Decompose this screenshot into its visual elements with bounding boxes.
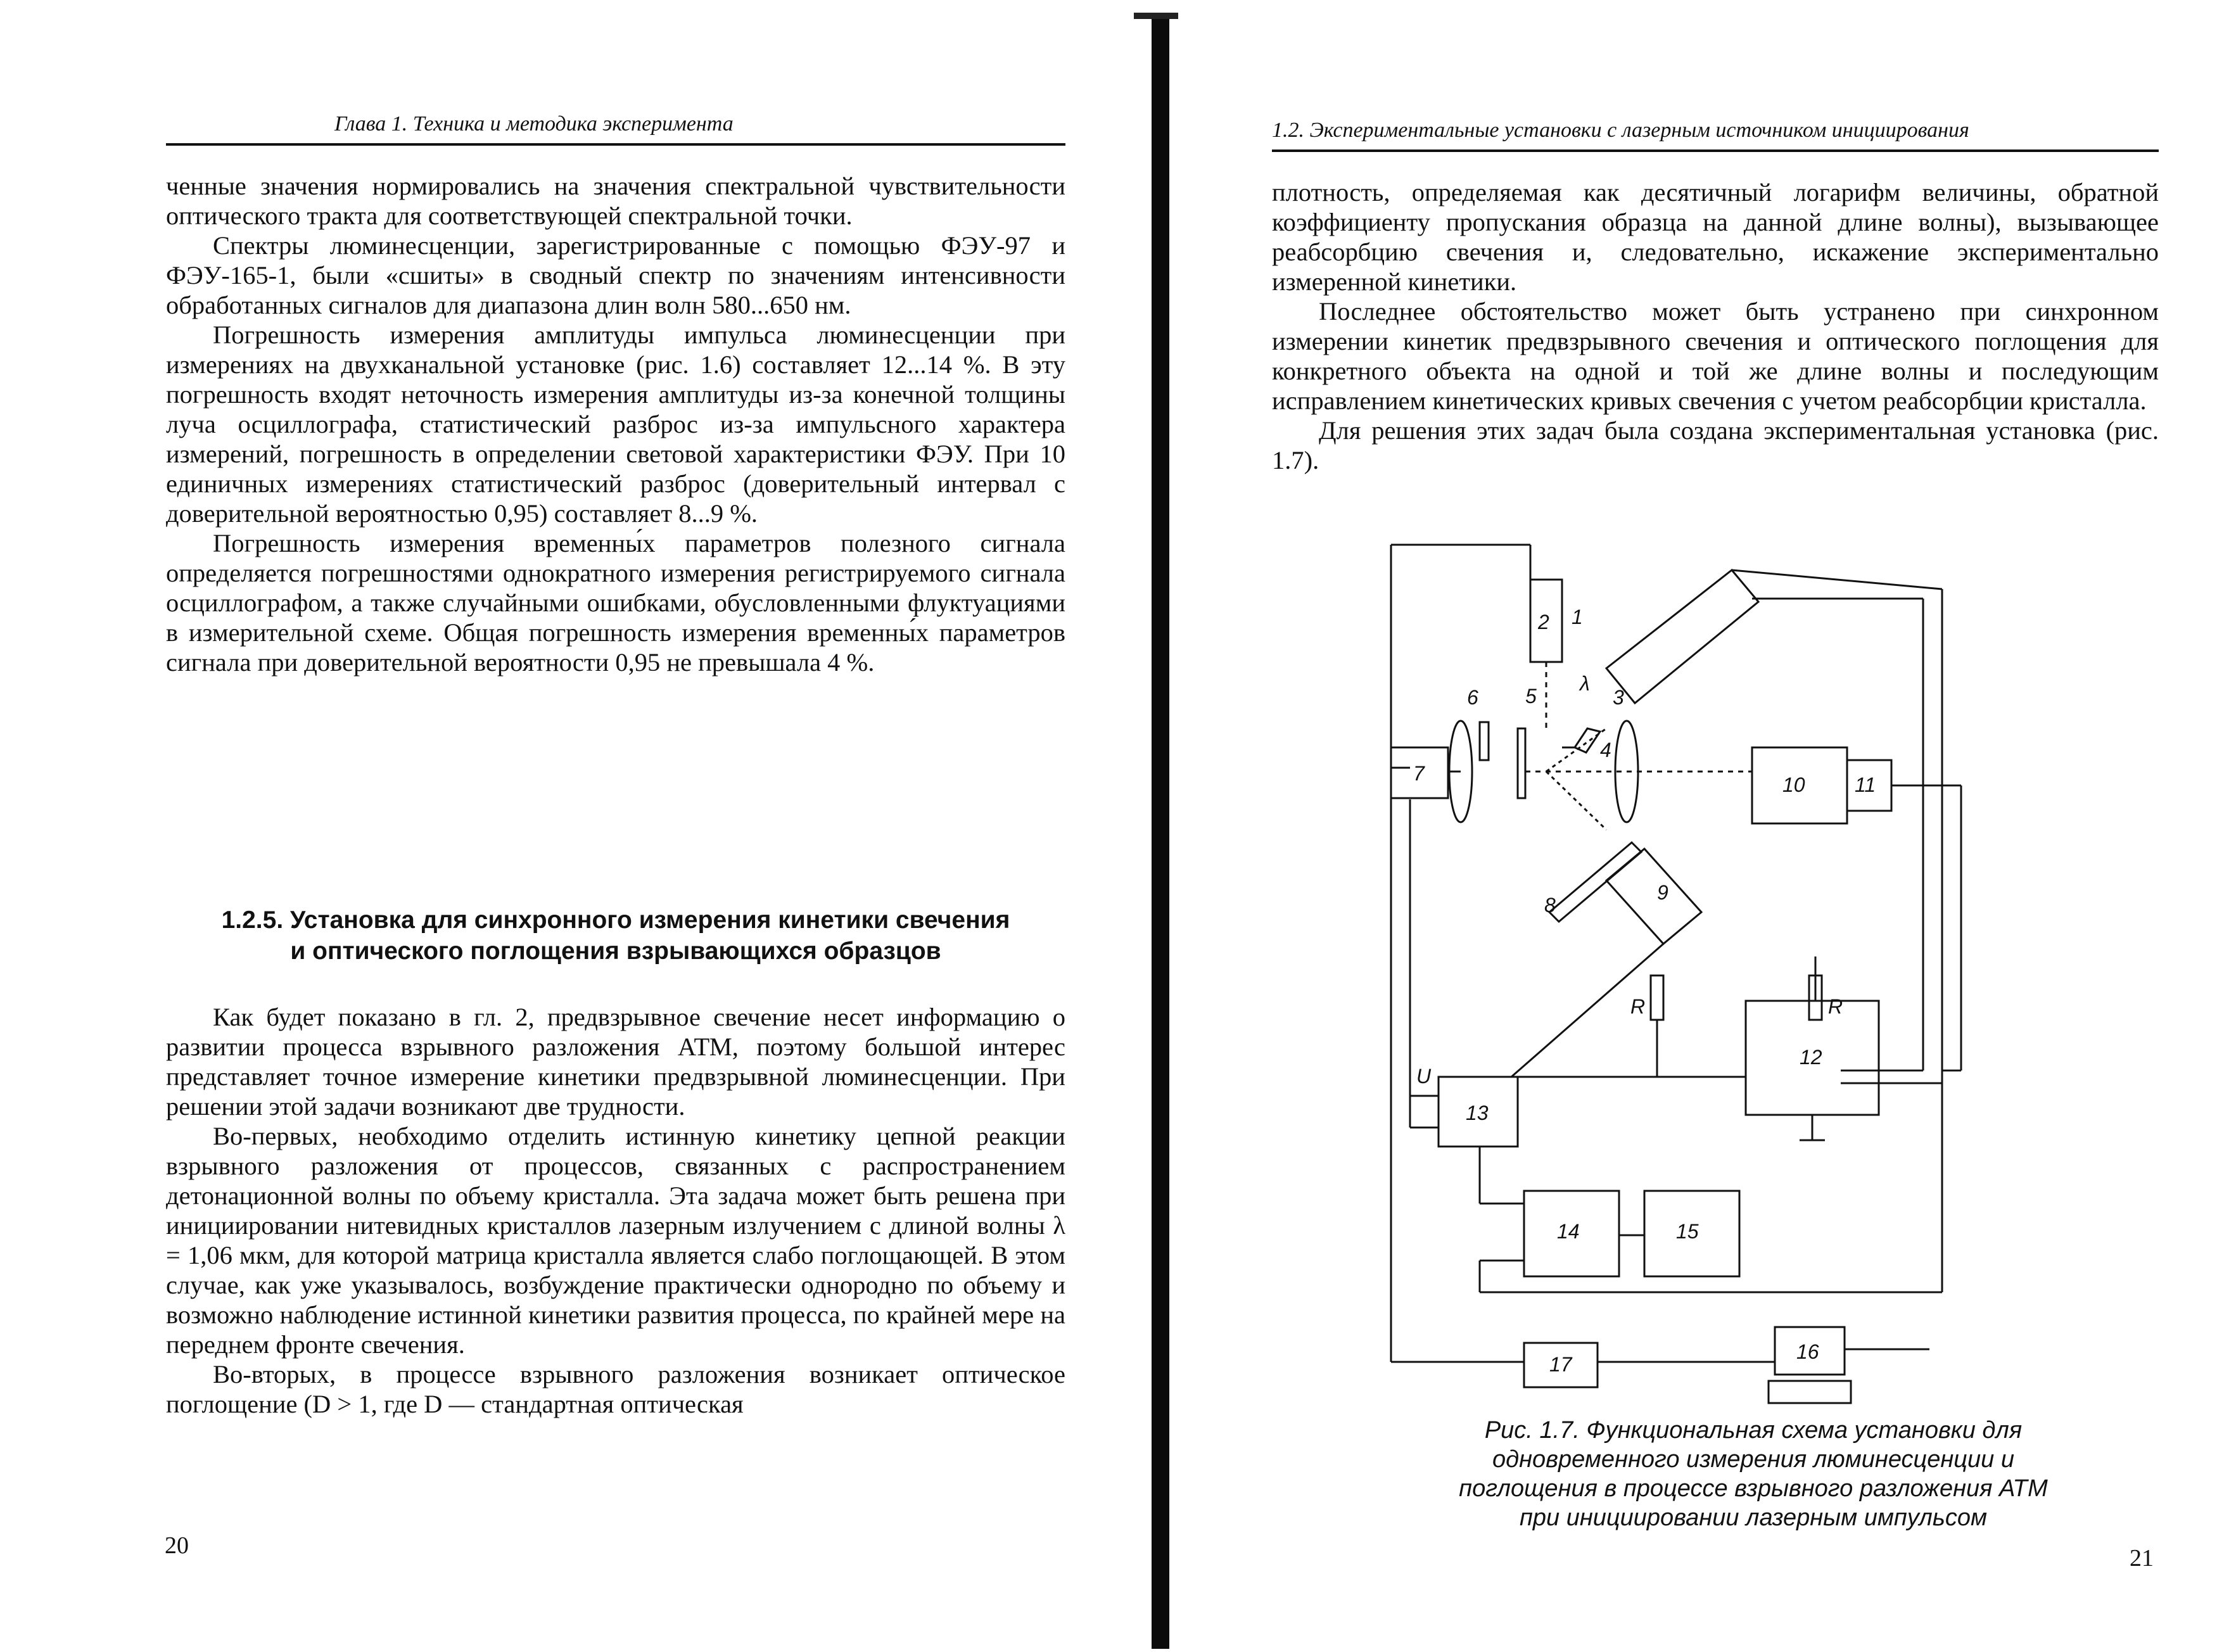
block-16-keyboard	[1769, 1381, 1851, 1403]
caption-line: при инициировании лазерным импульсом	[1519, 1504, 1988, 1531]
section-heading-line-1: 1.2.5. Установка для синхронного измерения кинетики свечения	[221, 906, 1010, 934]
label-r2: R	[1828, 995, 1843, 1018]
label-1: 1	[1572, 606, 1583, 628]
figure-1-7	[1169, 0, 2217, 1649]
label-5: 5	[1525, 685, 1537, 708]
label-8: 8	[1544, 894, 1556, 917]
caption-line: одновременного измерения люминесценции и	[1492, 1446, 2014, 1473]
label-12: 12	[1800, 1046, 1822, 1069]
label-2: 2	[1538, 611, 1549, 633]
label-14: 14	[1557, 1220, 1580, 1243]
paragraph: Спектры люминесценции, зарегистрированные с помощью ФЭУ-97 и ФЭУ-165-1, были «сшиты» в сводный спектр по значениям интенсивности обработанных сигналов для диапазона длин волн 580...650 нм.	[166, 231, 1065, 319]
caption-line: поглощения в процессе взрывного разложения АТМ	[1459, 1475, 2048, 1502]
left-running-head: Глава 1. Техника и методика эксперимента	[334, 112, 734, 136]
label-15: 15	[1676, 1220, 1699, 1243]
right-running-head: 1.2. Экспериментальные установки с лазерным источником инициирования	[1272, 118, 1969, 142]
line-1-right	[1732, 570, 1942, 589]
resistor-r1	[1651, 975, 1663, 1020]
right-page	[1169, 0, 2217, 1649]
label-9: 9	[1657, 881, 1668, 904]
paragraph: Погрешность измерения временны́х параметров полезного сигнала определяется погрешностями однократного измерения регистрируемого сигнала осциллографом, а также случайными ошибками, обусловленными флуктуациями в измерительной схеме. Общая погрешность измерения временны́х параметров сигнала при доверительной вероятности 0,95 не превышала 4 %.	[166, 529, 1065, 677]
left-text-top	[166, 171, 1065, 677]
label-6: 6	[1467, 686, 1478, 709]
label-r1: R	[1630, 995, 1646, 1018]
label-4: 4	[1600, 739, 1611, 761]
paragraph: Последнее обстоятельство может быть устранено при синхронном измерении кинетик предвзрывного свечения и оптического поглощения для конкретного объекта на одной и той же длине волны и последующим исправлением кинетических кривых свечения с учетом реабсорбции кристалла.	[1272, 297, 2159, 415]
schematic-diagram	[1169, 0, 2217, 1649]
left-text-bottom	[166, 1002, 1065, 1419]
label-13: 13	[1466, 1102, 1489, 1124]
paragraph: Во-вторых, в процессе взрывного разложения возникает оптическое поглощение (D > 1, где D — стандартная оптическая	[166, 1360, 1065, 1418]
section-heading-line-2: и оптического поглощения взрывающихся образцов	[290, 937, 941, 965]
label-lambda: λ	[1580, 672, 1590, 695]
figure-caption	[1335, 1416, 2171, 1532]
label-10: 10	[1782, 773, 1805, 796]
left-head-rule	[166, 143, 1065, 146]
element-6-filter	[1480, 722, 1489, 760]
element-5	[1518, 728, 1525, 798]
mirror-8	[1549, 842, 1641, 922]
beam-8	[1546, 772, 1606, 830]
left-page-number: 20	[165, 1532, 189, 1559]
label-7: 7	[1413, 762, 1425, 785]
label-11: 11	[1855, 773, 1876, 796]
label-u: U	[1416, 1065, 1432, 1088]
section-heading	[166, 905, 1065, 967]
beam-1	[1546, 728, 1606, 772]
label-3: 3	[1613, 686, 1624, 709]
label-16: 16	[1796, 1340, 1819, 1363]
right-page-number: 21	[2130, 1545, 2154, 1572]
block-1	[1606, 570, 1758, 703]
paragraph: Для решения этих задач была создана экспериментальная установка (рис. 1.7).	[1272, 416, 2159, 474]
line-top-left	[1391, 545, 1410, 768]
paragraph: плотность, определяемая как десятичный логарифм величины, обратной коэффициенту пропускания образца на данной длине волны), вызывающее реабсорбцию свечения и, следовательно, искажение экспериментально измеренной кинетики.	[1272, 178, 2159, 296]
paragraph: Во-первых, необходимо отделить истинную кинетику цепной реакции взрывного разложения от процессов, связанных с распространением детонационной волны по объему кристалла. Эта задача может быть решена при инициировании нитевидных кристаллов лазерным излучением с длиной волны λ = 1,06 мкм, для которой матрица кристалла является слабо поглощающей. В этом случае, как уже указывалось, возбуждение практически однородно по объему и возможно наблюдение истинной кинетики развития процесса, по крайней мере на переднем фронте свечения.	[166, 1122, 1065, 1359]
book-spine	[1152, 19, 1169, 1649]
block-9	[1606, 849, 1701, 944]
caption-line: Рис. 1.7. Функциональная схема установки для	[1484, 1417, 2023, 1444]
paragraph: Как будет показано в гл. 2, предвзрывное свечение несет информацию о развитии процесса взрывного разложения АТМ, поэтому большой интерес представляет точное измерение кинетики предвзрывной люминесценции. При решении этой задачи возникают две трудности.	[166, 1003, 1065, 1121]
label-17: 17	[1549, 1353, 1572, 1376]
paragraph: Погрешность измерения амплитуды импульса люминесценции при измерениях на двухканальной установке (рис. 1.6) составляет 12...14 %. В эту погрешность входят неточность измерения амплитуды из-за конечной толщины луча осциллографа, статистический разброс из-за импульсного характера измерений, погрешность в определении световой характеристики ФЭУ. При 10 единичных измерениях статистический разброс (доверительный интервал с доверительной вероятностью 0,95) составляет 8...9 %.	[166, 321, 1065, 528]
paragraph: ченные значения нормировались на значения спектральной чувствительности оптического тракта для соответствующей спектральной точки.	[166, 172, 1065, 230]
